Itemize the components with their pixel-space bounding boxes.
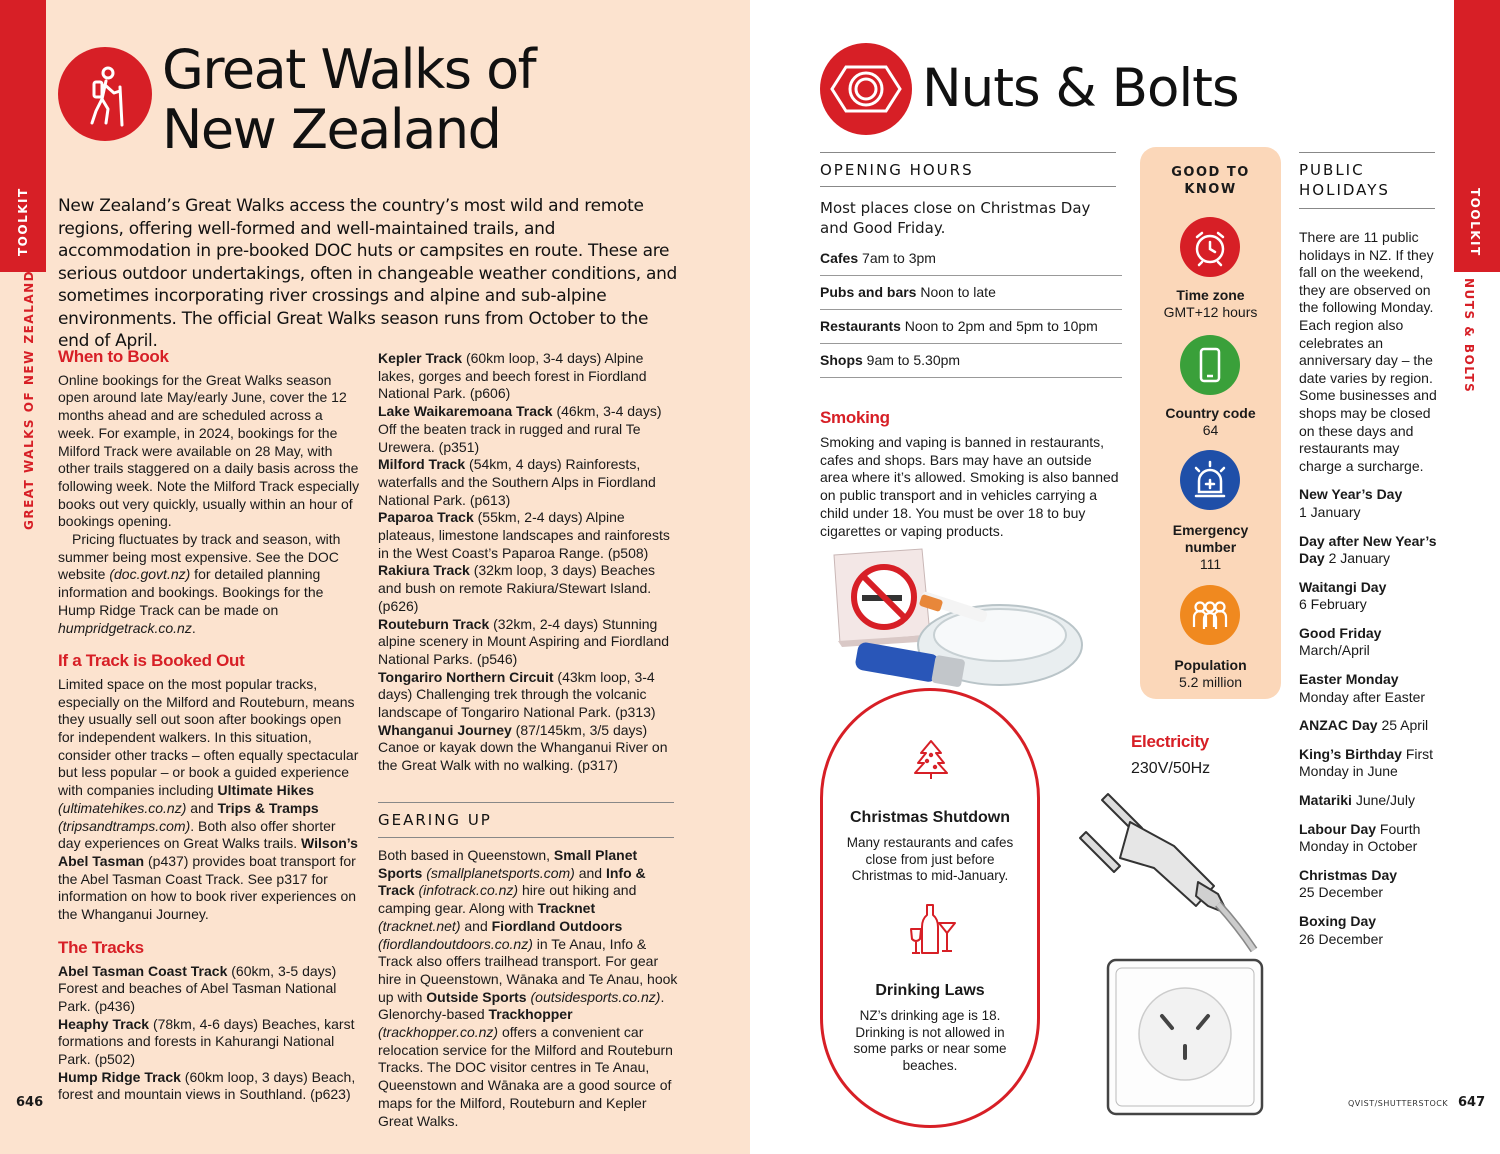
holiday-date: 26 December — [1299, 930, 1384, 947]
text: hire out hiking and camping gear. Along with — [378, 882, 637, 917]
holiday-date: Fourth Monday in October — [1299, 820, 1421, 855]
holiday-name: Matariki — [1299, 792, 1352, 809]
holiday-date: 2 January — [1328, 550, 1391, 567]
holiday-item — [1299, 486, 1439, 521]
track-desc: (60km loop, 3-4 days) Alpine lakes, gorges and beech forest in Fiordland National Park. (p606) — [378, 350, 647, 402]
humpridge-link[interactable]: humpridgetrack.co.nz — [58, 619, 192, 636]
public-holidays-list — [1299, 229, 1439, 948]
track-name: Kepler Track — [378, 350, 463, 366]
opening-hours-list — [820, 242, 1122, 378]
holiday-name: Boxing Day — [1299, 913, 1377, 929]
outside-sports-link[interactable]: (outsidesports.co.nz) — [526, 988, 661, 1005]
doc-website-link[interactable]: (doc.govt.nz) — [109, 566, 191, 583]
public-holidays-intro: There are 11 public holidays in NZ. If they fall on the weekend, they are observed on the following Monday. Each region also celebrates an anniversary day – the date varies by region. Some businesses and shops may be closed on these days and restaurants may charge a surcharge. — [1299, 229, 1437, 474]
chapter-side-label: NUTS & BOLTS — [1462, 278, 1476, 394]
socket-illustration — [1106, 958, 1264, 1116]
track-desc: (46km, 3-4 days) Off the beaten track in rugged and rural Te Urewera. (p351) — [378, 403, 662, 455]
good-to-know-panel — [1140, 147, 1281, 699]
holiday-item — [1299, 913, 1439, 948]
left-column-1 — [58, 348, 360, 1104]
people-icon — [1180, 585, 1240, 645]
text: Pricing fluctuates by track and season, with summer being most expensive. See the DOC website — [58, 531, 341, 583]
holiday-name: Easter Monday — [1299, 671, 1399, 688]
track-name: Routeburn Track — [378, 615, 490, 632]
holiday-item — [1299, 579, 1439, 614]
holiday-item — [1299, 821, 1439, 856]
drinking-title: Drinking Laws — [875, 982, 985, 999]
divider — [820, 186, 1116, 187]
track-item — [378, 562, 678, 615]
gtk-item — [1140, 657, 1281, 691]
smoking-text: Smoking and vaping is banned in restaurants, cafes and shops. Bars may have an outside area where it’s allowed. Smoking is also banned on public transport and in vehicles carrying a child under 18. You must be over 18 to buy cigarettes or vaping products. — [820, 434, 1119, 539]
gtk-item — [1140, 287, 1281, 321]
electricity-heading: Electricity — [1131, 732, 1209, 751]
track-name: Hump Ridge Track — [58, 1068, 181, 1085]
track-item — [378, 722, 678, 775]
holiday-date: Monday after Easter — [1299, 688, 1426, 705]
opening-hours-heading: OPENING HOURS — [820, 161, 974, 179]
divider — [378, 837, 674, 838]
holiday-date: March/April — [1299, 642, 1370, 659]
text: . Both also offer shorter day experiences on Great Walks trails. — [58, 817, 336, 852]
drinking-text: NZ’s drinking age is 18. Drinking is not allowed in some parks or near some beaches. — [853, 1008, 1007, 1073]
toolkit-tab-label: TOOLKIT — [1468, 188, 1482, 257]
text: Limited space on the most popular tracks, especially on the Milford and Routeburn, means they usually sell out soon after bookings open for independent walkers. In this situation, consider other tracks – often equally spectacular but less popular – or book a guided experience with companies including — [58, 675, 359, 799]
electricity-value: 230V/50Hz — [1131, 760, 1211, 777]
left-column-2 — [378, 350, 678, 775]
text: in Te Anau, Info & Track also offers trailhead transport. For gear hire in Queenstown, Wānaka and Te Anau, hook up with — [378, 935, 678, 1005]
booked-out-heading: If a Track is Booked Out — [58, 651, 245, 671]
gtk-label: Time zone — [1176, 287, 1245, 303]
photo-credit: QVIST/SHUTTERSTOCK — [1348, 1099, 1449, 1108]
hours-label: Pubs and bars — [820, 284, 917, 300]
trips-tramps: Trips & Tramps — [217, 799, 319, 816]
gtk-value: GMT+12 hours — [1163, 304, 1258, 320]
hours-value: Noon to late — [916, 284, 996, 300]
track-item — [58, 963, 360, 1016]
track-name: Abel Tasman Coast Track — [58, 962, 228, 979]
siren-icon — [1180, 450, 1240, 510]
track-desc: (32km loop, 3 days) Beaches and bush on remote Rakiura/Stewart Island. (p626) — [378, 562, 656, 614]
holiday-name: King’s Birthday — [1299, 745, 1402, 762]
track-desc: (55km, 2-4 days) Alpine plateaus, limestone landscapes and rainforests in the West Coast’s Paparoa Range. (p508) — [378, 509, 670, 561]
track-name: Tongariro Northern Circuit — [378, 668, 554, 685]
gtk-label: Country code — [1165, 405, 1256, 421]
holiday-name: Day after New Year’s Day — [1299, 532, 1437, 567]
small-planet-link[interactable]: (smallplanetsports.com) — [422, 864, 575, 881]
track-item — [378, 456, 678, 509]
when-to-book-p1: Online bookings for the Great Walks season open around late May/early June, cover the 12 months ahead and are scheduled across a week. For example, in 2024, bookings for the Milford Track were available on 28 May, with other trails staggered on a daily basis across the following week. Note the Milford Track especially books out very quickly, usually within an hour of bookings opening. — [58, 371, 360, 530]
phone-icon — [1180, 335, 1240, 395]
fiordland-link[interactable]: (fiordlandoutdoors.co.nz) — [378, 935, 533, 952]
gtk-value: 111 — [1199, 556, 1222, 572]
track-item — [378, 403, 678, 456]
hours-row — [820, 276, 1122, 310]
ultimate-hikes: Ultimate Hikes — [217, 782, 315, 799]
when-to-book-p2 — [58, 531, 360, 637]
christmas-tree-icon — [911, 737, 951, 781]
hours-row — [820, 242, 1122, 276]
ultimate-hikes-link[interactable]: (ultimatehikes.co.nz) — [58, 799, 187, 816]
tracknet-link[interactable]: (tracknet.net) — [378, 917, 461, 934]
holiday-date: 25 December — [1299, 884, 1384, 901]
fiordland-outdoors: Fiordland Outdoors — [491, 917, 623, 934]
text: and — [460, 917, 492, 934]
text: and — [574, 864, 606, 881]
holiday-item — [1299, 671, 1439, 706]
tracks-list-1 — [58, 963, 360, 1105]
holiday-date: 6 February — [1299, 596, 1367, 613]
booked-out-paragraph — [58, 676, 360, 924]
holiday-name: ANZAC Day — [1299, 717, 1378, 734]
holiday-item — [1299, 533, 1439, 568]
chapter-side-label: GREAT WALKS OF NEW ZEALAND — [22, 269, 36, 530]
christmas-text: Many restaurants and cafes close from just before Christmas to mid-January. — [846, 835, 1014, 883]
holiday-item — [1299, 625, 1439, 660]
track-desc: (60km, 3-5 days) Forest and beaches of Abel Tasman National Park. (p436) — [58, 962, 337, 1014]
holiday-name: Waitangi Day — [1299, 578, 1387, 595]
divider — [820, 152, 1116, 153]
tracknet: Tracknet — [537, 900, 596, 917]
trackhopper: Trackhopper — [488, 1006, 573, 1023]
holiday-name: New Year’s Day — [1299, 486, 1403, 503]
trips-tramps-link[interactable]: (tripsandtramps.com) — [58, 817, 191, 834]
page-title-line-2: New Zealand — [162, 98, 501, 161]
when-to-book-heading: When to Book — [58, 347, 169, 366]
christmas-drinking-panel — [820, 688, 1040, 1128]
hours-row — [820, 310, 1122, 344]
divider — [1299, 208, 1435, 209]
holiday-date: First Monday in June — [1299, 745, 1434, 780]
track-desc: (43km loop, 3-4 days) Challenging trek through the volcanic landscape of Tongariro National Park. (p313) — [378, 668, 656, 721]
track-item — [58, 1069, 360, 1104]
tracks-heading: The Tracks — [58, 937, 144, 957]
divider — [378, 802, 674, 803]
trackhopper-link[interactable]: (trackhopper.co.nz) — [378, 1024, 499, 1041]
text: . — [191, 619, 196, 636]
holiday-date: 1 January — [1299, 503, 1361, 520]
gearing-up-paragraph — [378, 847, 678, 1130]
hours-label: Shops — [820, 352, 863, 368]
track-desc: (87/145km, 3/5 days) Canoe or kayak down the Whanganui River on the Great Walk with no walking. (p317) — [378, 721, 668, 774]
smoking-heading: Smoking — [820, 408, 890, 427]
info-track-link[interactable]: (infotrack.co.nz) — [414, 882, 519, 899]
track-name: Milford Track — [378, 456, 466, 473]
small-planet-sports: Small Planet Sports — [378, 847, 638, 881]
hours-value: 9am to 5.30pm — [862, 352, 961, 368]
gtk-value: 5.2 million — [1178, 674, 1243, 690]
public-holidays-heading: PUBLIC HOLIDAYS — [1299, 161, 1390, 199]
track-item — [378, 669, 678, 722]
gearing-up-heading: GEARING UP — [378, 811, 492, 829]
holiday-item — [1299, 867, 1439, 902]
track-item — [58, 1016, 360, 1069]
page-title: Nuts & Bolts — [922, 58, 1239, 119]
hiker-icon — [58, 47, 152, 141]
wilsons-abel-tasman: Wilson’s Abel Tasman — [58, 835, 358, 869]
alarm-clock-icon — [1180, 217, 1240, 277]
holiday-item — [1299, 746, 1439, 781]
info-track: Info & Track — [378, 864, 646, 899]
track-name: Rakiura Track — [378, 562, 470, 579]
text: (p437) provides boat transport for the Abel Tasman Coast Track. See p317 for information on how to book river experiences on the Whanganui Journey. — [58, 852, 357, 923]
intro-paragraph: New Zealand’s Great Walks access the country’s most wild and remote regions, offering well-formed and well-maintained trails, and accommodation in pre-booked DOC huts or campsites en route. These are serious outdoor undertakings, often in changeable weather conditions, and sometimes incorporating river crossings and alpine and sub-alpine environments. The official Great Walks season runs from October to the end of April. — [58, 196, 678, 351]
text: and — [186, 799, 218, 816]
text: . Glenorchy-based — [378, 988, 665, 1023]
page-title — [162, 40, 535, 160]
good-to-know-heading: GOOD TO KNOW — [1171, 165, 1250, 197]
track-desc: (78km, 4-6 days) Beaches, karst formations and forests in Kahurangi National Park. (p502) — [58, 1015, 355, 1068]
gtk-item — [1140, 522, 1281, 573]
gtk-value: 64 — [1202, 422, 1219, 438]
gtk-label: Emergency number — [1172, 522, 1249, 555]
holiday-name: Labour Day — [1299, 820, 1377, 837]
track-name: Heaphy Track — [58, 1015, 150, 1032]
track-item — [378, 509, 678, 562]
track-name: Whanganui Journey — [378, 721, 512, 738]
opening-hours-intro: Most places close on Christmas Day and Good Friday. — [820, 199, 1091, 237]
hours-value: 7am to 3pm — [858, 250, 936, 266]
hex-nut-icon — [820, 43, 912, 135]
page-title-line-1: Great Walks of — [162, 38, 536, 101]
wine-glasses-icon — [907, 901, 957, 957]
no-smoking-illustration — [822, 545, 1092, 695]
holiday-item — [1299, 792, 1439, 810]
plug-illustration — [1078, 786, 1278, 956]
hours-value: Noon to 2pm and 5pm to 10pm — [900, 318, 1098, 334]
hours-label: Restaurants — [820, 318, 901, 334]
page-number-left: 646 — [16, 1095, 44, 1110]
track-item — [378, 350, 678, 403]
page-number-right: 647 — [1458, 1095, 1486, 1110]
holiday-item — [1299, 717, 1439, 735]
track-name: Paparoa Track — [378, 509, 474, 526]
track-item — [378, 616, 678, 669]
holiday-date: 25 April — [1381, 717, 1429, 734]
outside-sports: Outside Sports — [426, 988, 527, 1005]
hours-row — [820, 344, 1122, 378]
toolkit-tab-label: TOOLKIT — [16, 187, 30, 256]
track-name: Lake Waikaremoana Track — [378, 403, 553, 420]
christmas-title: Christmas Shutdown — [849, 809, 1010, 826]
track-desc: (32km, 2-4 days) Stunning alpine scenery in Mount Aspiring and Fiordland National Parks. (p546) — [378, 615, 670, 667]
divider — [1299, 152, 1435, 153]
holiday-name: Christmas Day — [1299, 866, 1398, 883]
text: Both based in Queenstown, — [378, 847, 554, 863]
text: offers a convenient car relocation service for the Milford and Routeburn Tracks. The DOC visitor centres in Te Anau, Queenstown and Wānaka are a good source of maps for the Milford, Routeburn and Kepler Great Walks. — [378, 1024, 673, 1129]
text: for detailed planning information and bookings. Bookings for the Hump Ridge Track can be made on — [58, 566, 324, 618]
track-desc: (60km loop, 3 days) Beach, forest and mountain views in Southland. (p623) — [58, 1068, 356, 1103]
hours-label: Cafes — [820, 250, 859, 266]
gtk-item — [1140, 405, 1281, 439]
gtk-label: Population — [1174, 657, 1247, 673]
holiday-date: June/July — [1355, 792, 1415, 809]
holiday-name: Good Friday — [1299, 624, 1382, 641]
track-desc: (54km, 4 days) Rainforests, waterfalls and the Southern Alps in Fiordland National Park. (p613) — [378, 456, 656, 508]
